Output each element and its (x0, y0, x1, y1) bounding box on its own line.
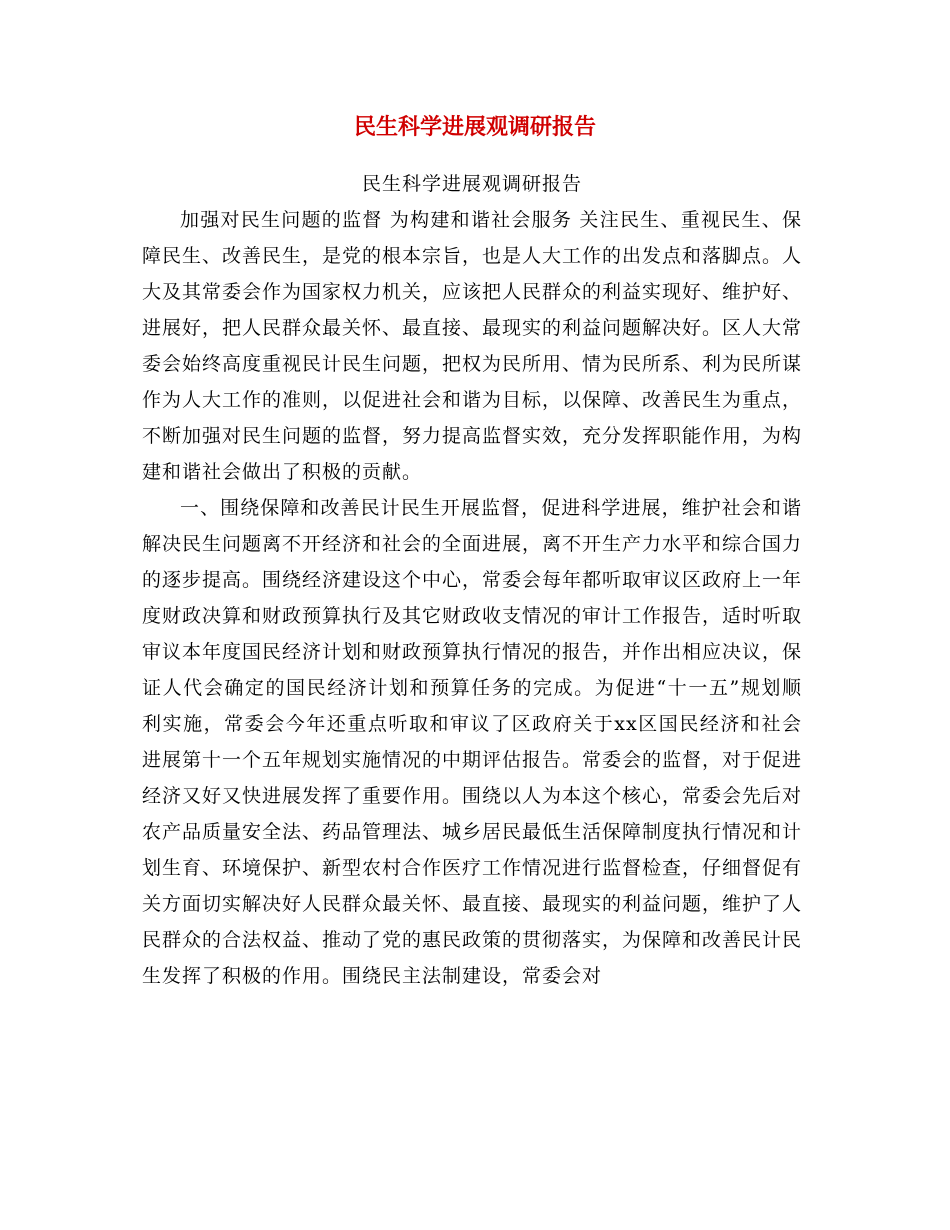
document-body (142, 166, 802, 994)
document-subtitle: 民生科学进展观调研报告 (361, 173, 582, 195)
paragraph-section-one: 一、围绕保障和改善民计民生开展监督，促进科学进展，维护社会和谐解决民生问题离不开经济和社会的全面进展，离不开生产力水平和综合国力的逐步提高。围绕经济建设这个中心，常委会每年都听取审议区政府上一年度财政决算和财政预算执行及其它财政收支情况的审计工作报告，适时听取审议本年度国民经济计划和财政预算执行情况的报告，并作出相应决议，保证人代会确定的国民经济计划和预算任务的完成。为促进“十一五”规划顺利实施，常委会今年还重点听取和审议了区政府关于xx区国民经济和社会进展第十一个五年规划实施情况的中期评估报告。常委会的监督，对于促进经济又好又快进展发挥了重要作用。围绕以人为本这个核心，常委会先后对农产品质量安全法、药品管理法、城乡居民最低生活保障制度执行情况和计划生育、环境保护、新型农村合作医疗工作情况进行监督检查，仔细督促有关方面切实解决好人民群众最关怀、最直接、最现实的利益问题，维护了人民群众的合法权益、推动了党的惠民政策的贯彻落实，为保障和改善民计民生发挥了积极的作用。围绕民主法制建设，常委会对 (142, 497, 803, 987)
document-title: 民生科学进展观调研报告 (353, 115, 596, 140)
paragraph-intro: 加强对民生问题的监督 为构建和谐社会服务 关注民生、重视民生、保障民生、改善民生，是党的根本宗旨，也是人大工作的出发点和落脚点。人大及其常委会作为国家权力机关，应该把人民群众的利益实现好、维护好、进展好，把人民群众最关怀、最直接、最现实的利益问题解决好。区人大常委会始终高度重视民计民生问题，把权为民所用、情为民所系、利为民所谋作为人大工作的准则，以促进社会和谐为目标，以保障、改善民生为重点，不断加强对民生问题的监督，努力提高监督实效，充分发挥职能作用，为构建和谐社会做出了积极的贡献。 (142, 209, 803, 483)
